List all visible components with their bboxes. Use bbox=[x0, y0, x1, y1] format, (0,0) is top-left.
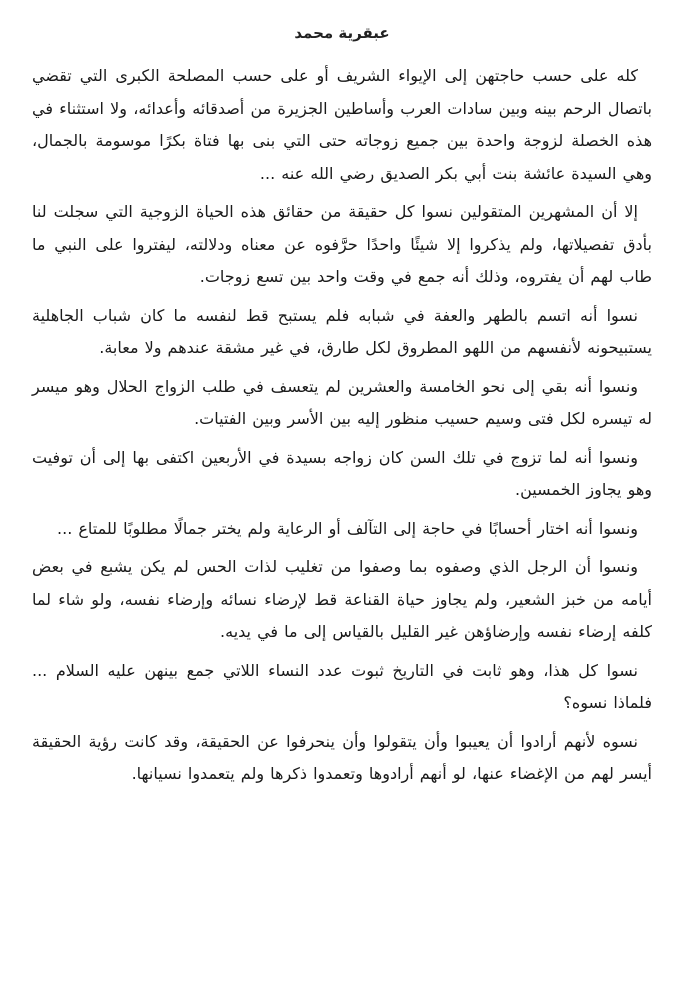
paragraph-8: نسوا كل هذا، وهو ثابت في التاريخ ثبوت عدد النساء اللاتي جمع بينهن عليه السلام ... فلماذا نسوه؟ bbox=[32, 660, 652, 712]
paragraph-1: كله على حسب حاجتهن إلى الإيواء الشريف أو على حسب المصلحة الكبرى التي تقضي باتصال الرحم بينه وبين سادات العرب وأساطين الجزيرة من أصدقائه وأعدائه، ولا استثناء في هذه الخصلة لزوجة واحدة بين جميع زوجاته حتى التي بنى بها فتاة بكرًا موسومة بالجمال، وهي السيدة عائشة بنت أبي بكر الصديق رضي الله عنه ... bbox=[32, 66, 652, 183]
paragraph-2: إلا أن المشهرين المتقولين نسوا كل حقيقة من حقائق هذه الحياة الزوجية التي سجلت لنا بأدق تفصيلاتها، ولم يذكروا إلا شيئًا واحدًا حرَّفوه عن معناه ودلالته، ليفتروا على النبي ما طاب لهم أن يفتروه، وذلك أنه جمع في وقت واحد بين تسع زوجات. bbox=[32, 202, 652, 286]
paragraph-5: ونسوا أنه لما تزوج في تلك السن كان زواجه بسيدة في الأربعين اكتفى بها إلى أن توفيت وهو يجاوز الخمسين. bbox=[32, 447, 652, 499]
paragraph-6: ونسوا أنه اختار أحسابًا في حاجة إلى التآلف أو الرعاية ولم يختر جمالًا مطلوبًا للمتاع ... bbox=[57, 518, 638, 538]
body-text bbox=[32, 60, 652, 797]
paragraph-9: نسوه لأنهم أرادوا أن يعيبوا وأن يتقولوا وأن ينحرفوا عن الحقيقة، وقد كانت رؤية الحقيقة أيسر لهم من الإغضاء عنها، لو أنهم أرادوها وتعمدوا ذكرها ولم يتعمدوا نسيانها. bbox=[32, 731, 652, 783]
paragraph-3: نسوا أنه اتسم بالطهر والعفة في شبابه فلم يستبح قط لنفسه ما كان شباب الجاهلية يستبيحونه لأنفسهم من اللهو المطروق لكل طارق، في غير مشقة عندهم ولا معابة. bbox=[32, 305, 652, 357]
paragraph-7: ونسوا أن الرجل الذي وصفوه بما وصفوا من تغليب لذات الحس لم يكن يشبع في بعض أيامه من خبز الشعير، ولم يجاوز حياة القناعة قط لإرضاء نسائه وإرضاء نفسه، ولو شاء لما كلفه إرضاء نفسه وإرضاؤهن غير القليل بالقياس إلى ما في يديه. bbox=[32, 557, 652, 641]
paragraph-4: ونسوا أنه بقي إلى نحو الخامسة والعشرين لم يتعسف في طلب الزواج الحلال وهو ميسر له تيسره لكل فتى وسيم حسيب منظور إليه بين الأسر وبين الفتيات. bbox=[32, 376, 652, 428]
running-header-title: عبقرية محمد bbox=[294, 24, 390, 42]
